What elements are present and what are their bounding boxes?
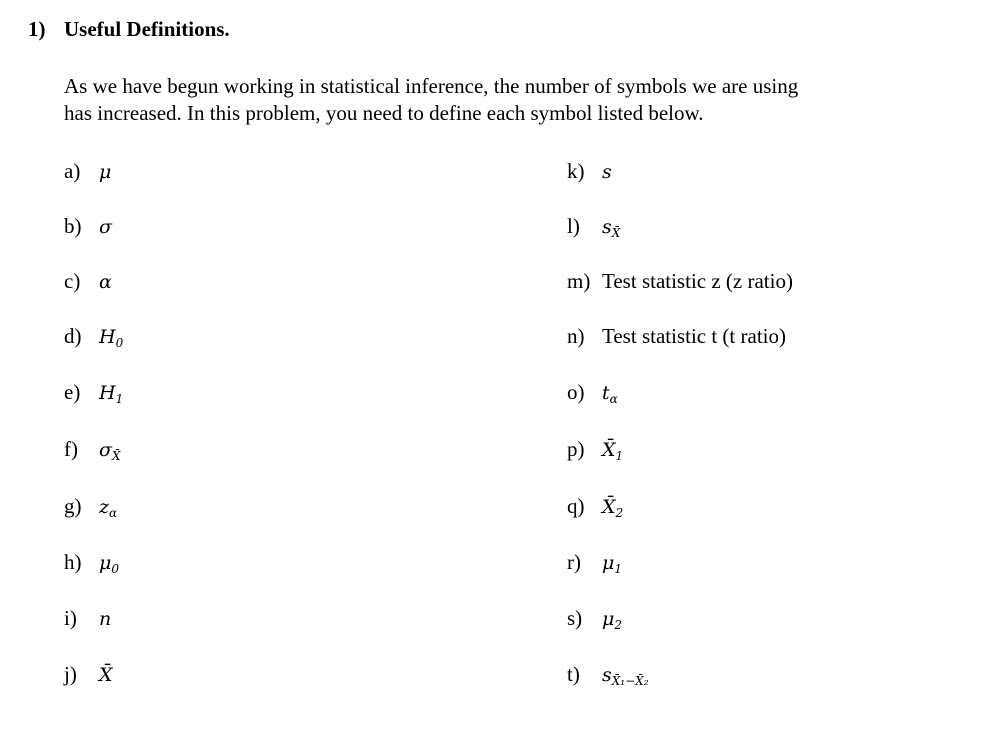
section-heading: [28, 17, 230, 42]
item-symbol: X̄: [99, 664, 113, 686]
definition-item-c: [64, 266, 112, 296]
item-label: q): [567, 494, 585, 518]
item-symbol: $\sigma_{X̄}$: [99, 439, 121, 463]
item-label: j): [64, 662, 77, 686]
definition-item-l: [567, 211, 620, 241]
item-symbol: $H_1$: [99, 382, 124, 406]
item-symbol: s: [602, 161, 612, 183]
item-label: t): [567, 662, 580, 686]
item-subscript: 1: [615, 449, 624, 463]
definition-item-s: [567, 603, 622, 633]
item-symbol: $z_\alpha$: [99, 496, 118, 520]
item-subscript: 0: [115, 336, 124, 350]
intro-paragraph: [64, 73, 944, 127]
item-label: r): [567, 550, 581, 574]
item-subscript: 2: [614, 618, 622, 632]
item-subscript: X̄: [611, 226, 621, 240]
definition-item-k: [567, 156, 612, 186]
definition-item-d: [64, 321, 123, 351]
item-label: a): [64, 159, 81, 183]
definition-item-r: [567, 547, 622, 577]
definition-item-e: [64, 377, 123, 407]
definition-item-t: [567, 659, 649, 689]
section-title: Useful Definitions.: [64, 17, 230, 41]
item-label: g): [64, 494, 82, 518]
item-subscript: 2: [615, 506, 624, 520]
item-subscript: 1: [115, 392, 124, 406]
item-label: n): [567, 324, 585, 348]
item-label: o): [567, 380, 585, 404]
definition-item-q: [567, 491, 623, 521]
definition-item-b: [64, 211, 112, 241]
item-label: e): [64, 380, 81, 404]
item-label: d): [64, 324, 82, 348]
definition-item-g: [64, 491, 117, 521]
intro-line-2: has increased. In this problem, you need to define each symbol listed below.: [64, 101, 704, 125]
item-symbol: μ: [99, 161, 112, 183]
item-symbol: $t_\alpha$: [602, 382, 618, 406]
item-label: p): [567, 437, 585, 461]
item-symbol: σ: [99, 216, 112, 238]
definition-item-f: [64, 434, 121, 464]
item-label: i): [64, 606, 77, 630]
item-text: Test statistic z (z ratio): [602, 269, 793, 293]
item-label: f): [64, 437, 78, 461]
definition-item-m: [567, 266, 793, 296]
item-label: l): [567, 214, 580, 238]
section-number: 1): [28, 17, 46, 41]
definition-item-o: [567, 377, 618, 407]
item-symbol: $s_{X̄_1-X̄_2}$: [602, 664, 649, 688]
item-symbol: $X̄_2$: [602, 496, 624, 520]
item-label: c): [64, 269, 81, 293]
definition-item-n: [567, 321, 786, 351]
item-symbol: $\mu_0$: [99, 552, 119, 576]
item-label: b): [64, 214, 82, 238]
item-symbol: $H_0$: [99, 326, 124, 350]
item-label: k): [567, 159, 585, 183]
item-subscript: X̄₁−X̄₂: [611, 674, 649, 688]
item-symbol: $s_{X̄}$: [602, 216, 621, 240]
definition-item-a: [64, 156, 111, 186]
item-text: Test statistic t (t ratio): [602, 324, 786, 348]
item-subscript: 0: [111, 562, 119, 576]
item-subscript: 1: [614, 562, 622, 576]
item-subscript: α: [609, 392, 618, 406]
item-symbol: α: [99, 271, 112, 293]
item-subscript: α: [109, 506, 118, 520]
item-label: s): [567, 606, 583, 630]
item-symbol: $\mu_1$: [602, 552, 622, 576]
item-symbol: $X̄_1$: [602, 439, 624, 463]
definition-item-j: [64, 659, 113, 689]
item-label: h): [64, 550, 82, 574]
item-symbol: $\mu_2$: [602, 608, 622, 632]
definition-item-h: [64, 547, 119, 577]
item-symbol: n: [99, 608, 112, 630]
definition-item-i: [64, 603, 111, 633]
item-subscript: X̄: [111, 449, 121, 463]
definition-item-p: [567, 434, 623, 464]
intro-line-1: As we have begun working in statistical inference, the number of symbols we are using: [64, 74, 799, 98]
item-label: m): [567, 269, 591, 293]
